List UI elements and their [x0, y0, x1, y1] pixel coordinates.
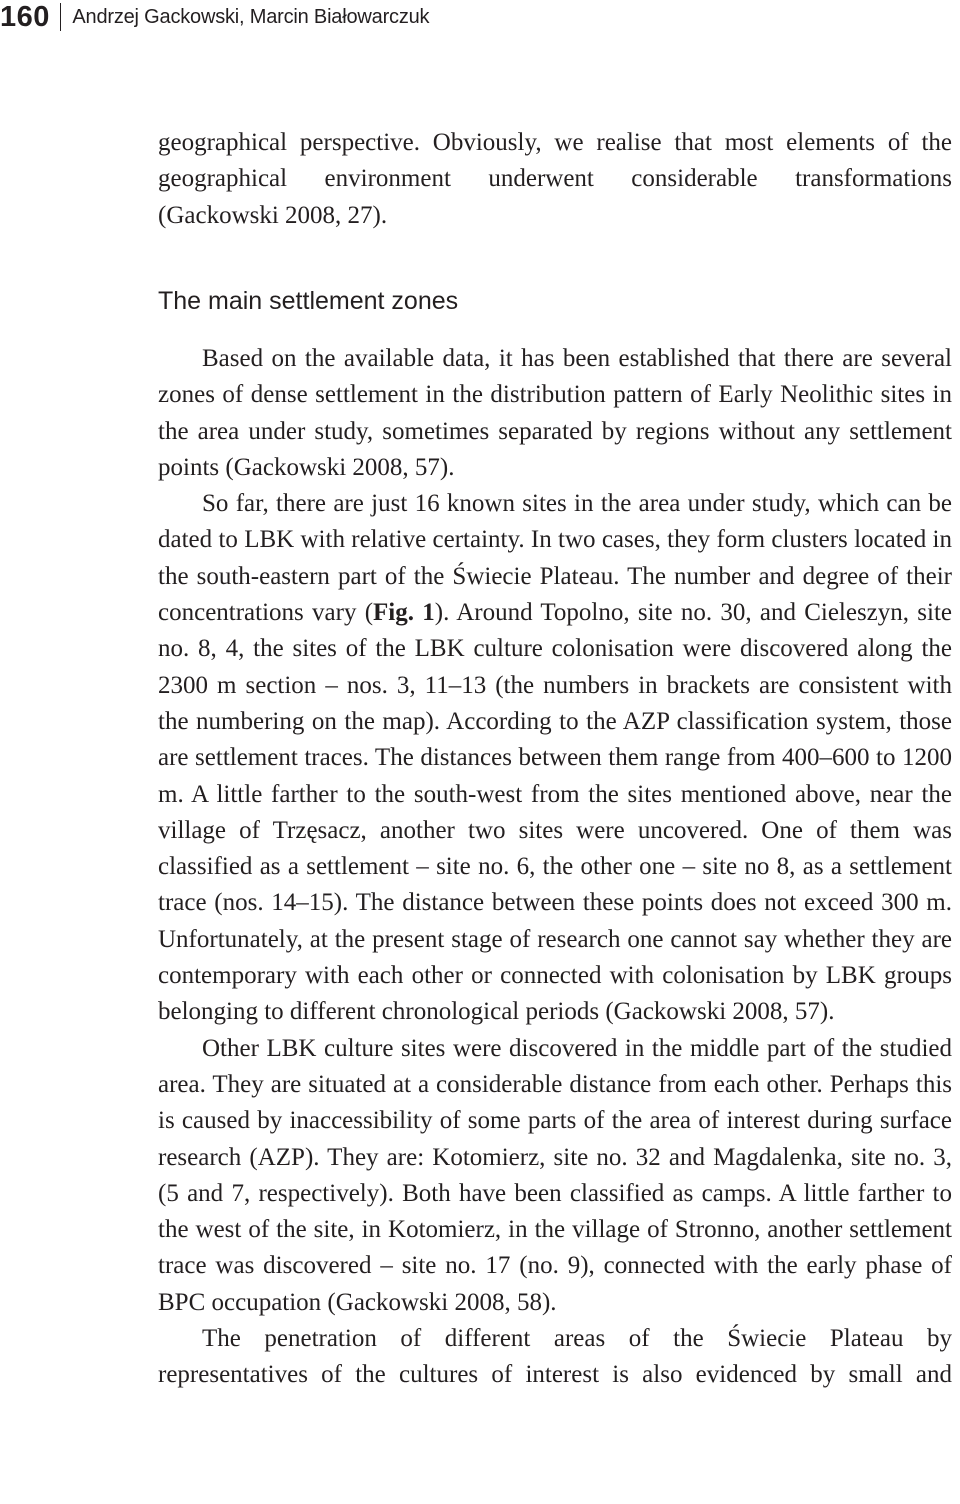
paragraph-2-part-1: So far, there are just 16 known sites in the area under study, which can be dated to LBK with relative certainty. In two cases, they form clusters located in the south-eastern part of the Świecie Plateau. The number and degree of their concentrations vary ( [158, 490, 952, 627]
paragraph-1: Based on the available data, it has been established that there are several zones of dense settlement in the distribution pattern of Early Neolithic sites in the area under study, sometimes separated by regions without any settlement points (Gackowski 2008, 57). [158, 345, 952, 481]
section-heading: The main settlement zones [158, 287, 459, 315]
figure-reference: Fig. 1 [373, 599, 435, 627]
header-divider [60, 3, 62, 31]
paragraph-4: The penetration of different areas of the Świecie Plateau by representatives of the cultures of interest is also evidenced by small and [158, 1325, 952, 1389]
running-head-authors: Andrzej Gackowski, Marcin Białowarczuk [72, 6, 430, 28]
paragraph-2 [158, 486, 952, 1030]
section-body [158, 341, 952, 1394]
page-number: 160 [0, 1, 50, 33]
running-head [0, 0, 429, 34]
last-paragraph-wrapper [158, 1321, 952, 1394]
continued-paragraph: geographical perspective. Obviously, we realise that most elements of the geographical environment underwent considerable transformations (Gackowski 2008, 27). [158, 129, 952, 229]
paragraph-2-part-2: ). Around Topolno, site no. 30, and Cieleszyn, site no. 8, 4, the sites of the LBK culture colonisation were discovered along the 2300 m section – nos. 3, 11–13 (the numbers in brackets are consistent with the numbering on the map). According to the AZP classification system, those are settlement traces. The distances between them range from 400–600 to 1200 m. A little farther to the south-west from the sites mentioned above, near the village of Trzęsacz, another two sites were uncovered. One of them was classified as a settlement – site no. 6, the other one – site no 8, as a settlement trace (nos. 14–15). The distance between these points does not exceed 300 m. Unfortunately, at the present stage of research one cannot say whether they are contemporary with each other or connected with colonisation by LBK groups belonging to different chronological periods (Gackowski 2008, 57). [158, 599, 952, 1026]
paragraph-3: Other LBK culture sites were discovered in the middle part of the studied area. They are situated at a considerable distance from each other. Perhaps this is caused by inaccessibility of some parts of the area of interest during surface research (AZP). They are: Kotomierz, site no. 32 and Magdalenka, site no. 3, (5 and 7, respectively). Both have been classified as camps. A little farther to the west of the site, in Kotomierz, in the village of Stronno, another settlement trace was discovered – site no. 17 (no. 9), connected with the early phase of BPC occupation (Gackowski 2008, 58). [158, 1034, 952, 1316]
continued-paragraph-block [158, 125, 952, 234]
